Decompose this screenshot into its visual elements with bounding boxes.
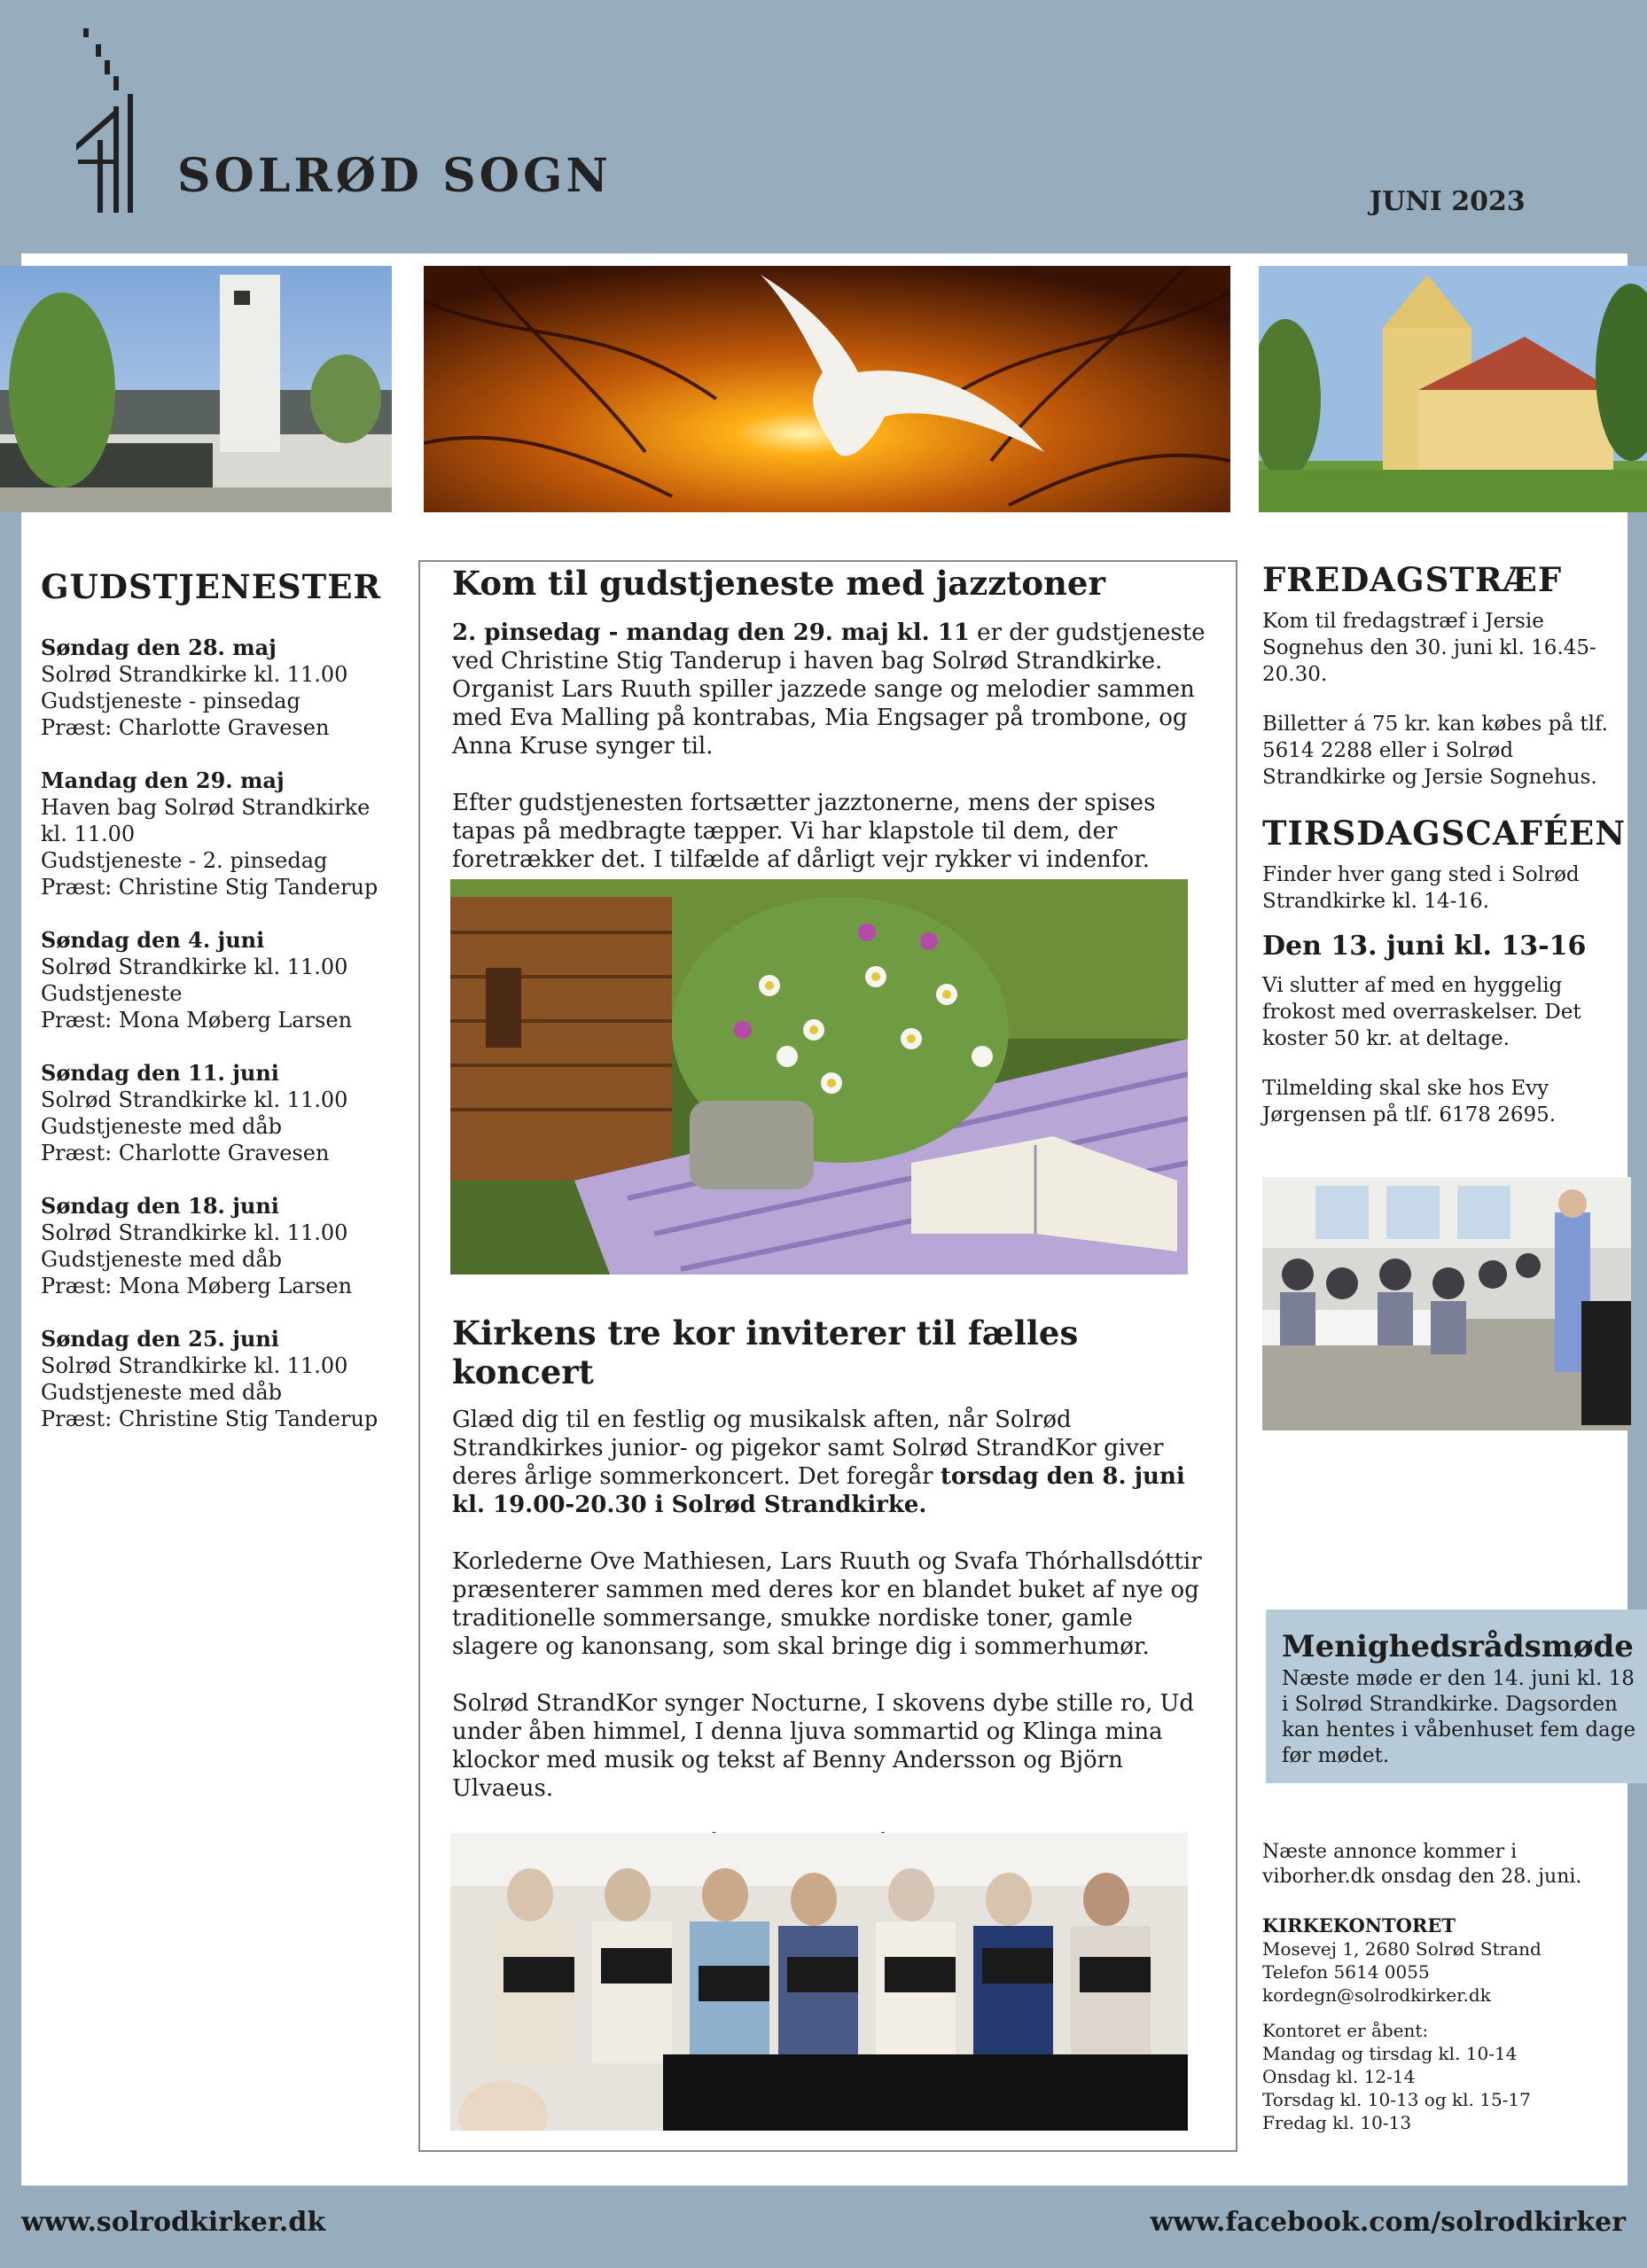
tirsdag-title: TIRSDAGSCAFÉEN <box>1262 814 1627 853</box>
concert-paragraph-3: Solrød StrandKor synger Nocturne, I skovens dybe stille ro, Ud under åben himmel, I denna ljuva sommartid og Klinga mina klockor med musik og tekst af Benny Andersson og Björn Ulvaeus. <box>452 1690 1195 1802</box>
fredag-paragraph-2: Billetter á 75 kr. kan købes på tlf. 5614 2288 eller i Solrød Strandkirke og Jersie Sognehus. <box>1262 713 1608 789</box>
service-line: Solrød Strandkirke kl. 11.00 <box>41 1353 348 1378</box>
service-date: Søndag den 18. juni <box>41 1193 279 1219</box>
picnic-photo <box>450 879 1188 1274</box>
fredag-title: FREDAGSTRÆF <box>1262 560 1563 599</box>
church-photo-left <box>0 266 392 512</box>
service-line: Gudstjeneste - 2. pinsedag <box>41 848 328 873</box>
service-line: Gudstjeneste <box>41 981 183 1006</box>
services-column <box>41 567 395 1459</box>
fredag-paragraph-1: Kom til fredagstræf i Jersie Sognehus den 30. juni kl. 16.45-20.30. <box>1262 610 1596 686</box>
concert-p1-text: Glæd dig til en festlig og musikalsk aften, når Solrød Strandkirkes junior- og pigekor samt Solrød StrandKor giver deres årlige sommerkoncert. Det foregår <box>452 1407 1164 1490</box>
office-phone[interactable]: Telefon 5614 0055 <box>1262 1961 1430 1983</box>
website-link[interactable]: www.solrodkirker.dk <box>21 2207 326 2238</box>
service-line: Præst: Mona Møberg Larsen <box>41 1274 353 1298</box>
service-line: Solrød Strandkirke kl. 11.00 <box>41 955 348 979</box>
jazz-lead: 2. pinsedag - mandag den 29. maj kl. 11 <box>452 620 970 646</box>
facebook-link[interactable]: www.facebook.com/solrodkirker <box>1150 2207 1626 2238</box>
service-line: kl. 11.00 <box>41 822 136 846</box>
next-issue-note: Næste annonce kommer i viborher.dk onsdag den 28. juni. <box>1262 1841 1582 1888</box>
service-line: Præst: Mona Møberg Larsen <box>41 1008 353 1033</box>
fredag-section <box>1262 560 1617 814</box>
service-date: Søndag den 4. juni <box>41 927 265 953</box>
service-line: Præst: Christine Stig Tanderup <box>41 875 379 900</box>
office-hours-line: Fredag kl. 10-13 <box>1262 2112 1412 2133</box>
parish-logo-icon <box>74 27 145 213</box>
church-photo-right <box>1259 266 1647 512</box>
council-text: Næste møde er den 14. juni kl. 18 i Solrød Strandkirke. Dagsorden kan hentes i våbenhuset fem dage før mødet. <box>1282 1667 1636 1767</box>
service-item <box>41 1193 395 1299</box>
service-line: Solrød Strandkirke kl. 11.00 <box>41 1220 348 1245</box>
service-item <box>41 768 395 900</box>
issue-date: JUNI 2023 <box>1370 186 1526 217</box>
council-title: Menighedsrådsmøde <box>1282 1629 1634 1664</box>
office-address: Mosevej 1, 2680 Solrød Strand <box>1262 1938 1542 1960</box>
office-hours-title: Kontoret er åbent: <box>1262 2020 1429 2041</box>
tirsdag-section <box>1262 814 1627 1151</box>
service-line: Præst: Christine Stig Tanderup <box>41 1407 379 1431</box>
service-line: Præst: Charlotte Gravesen <box>41 715 330 740</box>
service-item <box>41 927 395 1033</box>
service-date: Mandag den 29. maj <box>41 768 285 793</box>
tirsdag-paragraph-1: Finder hver gang sted i Solrød Strandkirke kl. 14-16. <box>1262 863 1580 913</box>
concert-title: Kirkens tre kor inviterer til fælles koncert <box>452 1313 1079 1391</box>
service-line: Gudstjeneste med dåb <box>41 1114 283 1139</box>
service-line: Haven bag Solrød Strandkirke <box>41 795 371 820</box>
jazz-paragraph-2: Efter gudstjenesten fortsætter jazztonerne, mens der spises tapas på medbragte tæpper. Vi har klapstole til dem, der foretrækker det. I tilfælde af dårligt vejr rykker vi indenfor. <box>452 790 1156 873</box>
service-line: Gudstjeneste med dåb <box>41 1380 283 1405</box>
service-date: Søndag den 28. maj <box>41 635 277 660</box>
service-line: Solrød Strandkirke kl. 11.00 <box>41 662 348 687</box>
jazz-paragraph <box>452 619 1214 760</box>
service-line: Gudstjeneste med dåb <box>41 1247 283 1272</box>
office-info <box>1262 1840 1626 2134</box>
concert-p1-bold: torsdag den 8. juni kl. 19.00-20.30 i Solrød Strandkirke. <box>452 1463 1185 1518</box>
service-item <box>41 635 395 741</box>
office-hours-line: Onsdag kl. 12-14 <box>1262 2066 1416 2087</box>
tirsdag-paragraph-2: Vi slutter af med en hyggelig frokost med overraskelser. Det koster 50 kr. at deltage. <box>1262 974 1581 1050</box>
parish-name: SOLRØD SOGN <box>177 149 612 203</box>
service-item <box>41 1060 395 1166</box>
service-date: Søndag den 25. juni <box>41 1326 279 1352</box>
services-title: GUDSTJENESTER <box>41 567 382 606</box>
tirsdag-paragraph-3: Tilmelding skal ske hos Evy Jørgensen på tlf. 6178 2695. <box>1262 1077 1557 1126</box>
office-title: KIRKEKONTORET <box>1262 1914 1456 1937</box>
service-item <box>41 1326 395 1432</box>
tirsdag-subtitle: Den 13. juni kl. 13-16 <box>1262 931 1587 962</box>
concert-paragraph-1 <box>452 1406 1214 1519</box>
service-date: Søndag den 11. juni <box>41 1060 279 1086</box>
choir-photo <box>450 1833 1188 2131</box>
cafe-photo <box>1262 1177 1631 1430</box>
dove-photo <box>424 266 1230 512</box>
service-line: Præst: Charlotte Gravesen <box>41 1141 330 1165</box>
jazz-lead-rest: er der gudstjeneste ved Christine Stig Tanderup i haven bag Solrød Strandkirke. Organist Lars Ruuth spiller jazzede sange og melodier sammen med Eva Malling på kontrabas, Mia Engsager på trombone, og Anna Kruse synger til. <box>452 620 1206 760</box>
council-meeting-box <box>1266 1609 1647 1783</box>
service-line: Gudstjeneste - pinsedag <box>41 689 301 713</box>
office-email[interactable]: kordegn@solrodkirker.dk <box>1262 1984 1491 2006</box>
office-hours-line: Mandag og tirsdag kl. 10-14 <box>1262 2043 1518 2064</box>
office-hours-line: Torsdag kl. 10-13 og kl. 15-17 <box>1262 2089 1531 2110</box>
service-line: Solrød Strandkirke kl. 11.00 <box>41 1087 348 1112</box>
concert-article <box>452 1313 1214 1888</box>
concert-paragraph-2: Korlederne Ove Mathiesen, Lars Ruuth og Svafa Thórhallsdóttir præsenterer sammen med deres kor en blandet buket af nye og traditionelle sommersange, smukke nordiske toner, gamle slagere og kanonsang, som skal bringe dig i sommerhumør. <box>452 1548 1202 1660</box>
jazz-title: Kom til gudstjeneste med jazztoner <box>452 564 1105 603</box>
jazz-article <box>452 564 1214 902</box>
